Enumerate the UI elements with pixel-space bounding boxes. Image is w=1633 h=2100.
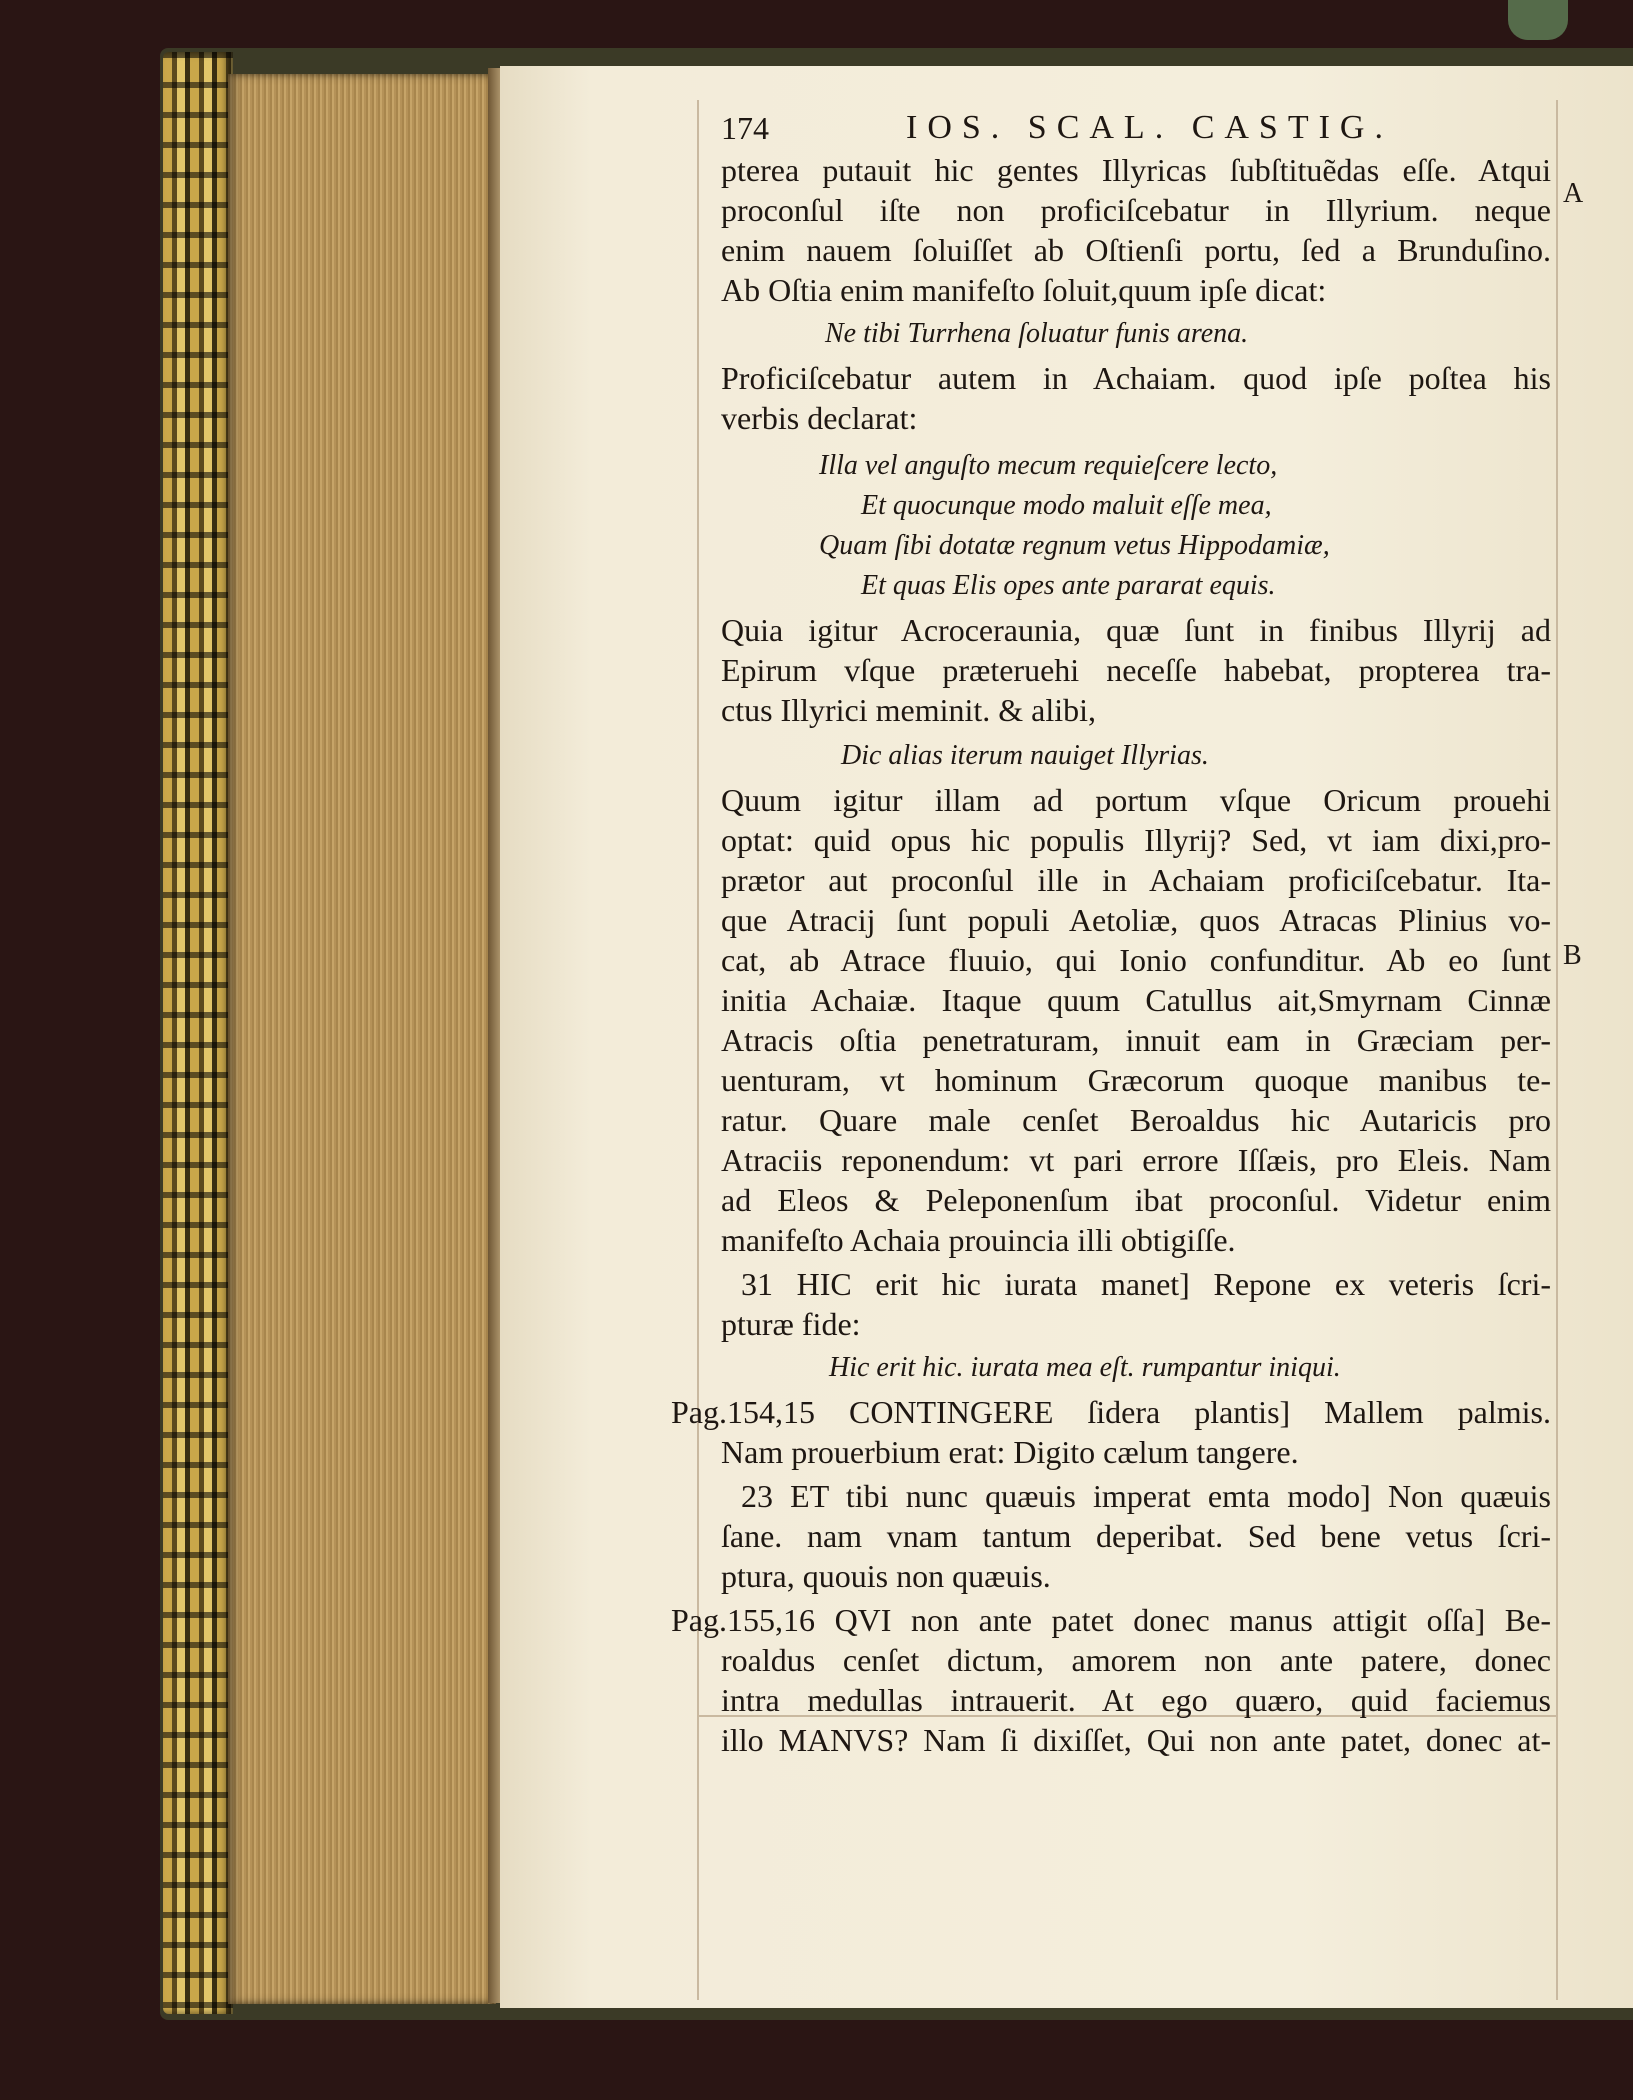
margin-letter-a: A [1563,178,1584,209]
text-line: 23 ET tibi nunc quæuis imperat emta modo] Non quæuis [741,1478,1551,1514]
running-title: IOS. SCAL. CASTIG. [906,109,1393,146]
text-line: Ab Oſtia enim manifeſto ſoluit,quum ipſe dicat: [721,272,1327,308]
verse-line: Ne tibi Turrhena ſoluatur funis arena. [825,318,1249,349]
verse-line: Et quas Elis opes ante pararat equis. [861,570,1276,601]
page-number: 174 [721,110,769,146]
text-line: uenturam, vt hominum Græcorum quoque manibus te- [721,1062,1551,1098]
gilt-page-edge-decoration [163,52,233,2014]
text-line: enim nauem ſoluiſſet ab Oſtienſi portu, ſed a Brunduſino. [721,232,1551,268]
text-line: Quum igitur illam ad portum vſque Oricum prouehi [721,782,1551,818]
text-line: initia Achaiæ. Itaque quum Catullus ait,Smyrnam Cinnæ [721,982,1551,1018]
text-line: Proficiſcebatur autem in Achaiam. quod ipſe poſtea his [721,360,1551,396]
text-line: pturæ fide: [721,1306,861,1342]
text-line: que Atracij ſunt populi Aetoliæ, quos Atracas Plinius vo- [721,902,1551,938]
text-line: 31 HIC erit hic iurata manet] Repone ex veteris ſcri- [741,1266,1551,1302]
text-line: Nam prouerbium erat: Digito cælum tangere. [721,1434,1299,1470]
text-line: Epirum vſque præteruehi neceſſe habebat, propterea tra- [721,652,1551,688]
text-line: ratur. Quare male cenſet Beroaldus hic Autaricis pro [721,1102,1551,1138]
text-line: proconſul iſte non proficiſcebatur in Illyrium. neque [721,192,1551,228]
text-line: Pag.154,15 CONTINGERE ſidera plantis] Mallem palmis. [671,1394,1551,1430]
text-line: Atraciis reponendum: vt pari errore Iſſæis, pro Eleis. Nam [721,1142,1551,1178]
text-line: verbis declarat: [721,400,918,436]
text-line: optat: quid opus hic populis Illyrij? Sed, vt iam dixi,pro- [721,822,1551,858]
text-line: ptura, quouis non quæuis. [721,1558,1051,1594]
text-line: Quia igitur Acroceraunia, quæ ſunt in finibus Illyrij ad [721,612,1551,648]
verse-line: Et quocunque modo maluit eſſe mea, [861,490,1272,521]
text-line: intra medullas intrauerit. At ego quæro, quid faciemus [721,1682,1551,1718]
text-line: prætor aut proconſul ille in Achaiam proficiſcebatur. Ita- [721,862,1551,898]
verse-line: Quam ſibi dotatæ regnum vetus Hippodamiæ, [819,530,1330,561]
text-line: ad Eleos & Peleponenſum ibat proconſul. Videtur enim [721,1182,1551,1218]
ribbon-bookmark [1508,0,1568,40]
text-line: ſane. nam vnam tantum deperibat. Sed bene vetus ſcri- [721,1518,1551,1554]
text-line: pterea putauit hic gentes Illyricas ſubſtituẽdas eſſe. Atqui [721,152,1551,188]
verse-line: Dic alias iterum nauiget Illyrias. [841,740,1209,771]
text-line: Atracis oſtia penetraturam, innuit eam in Græciam per- [721,1022,1551,1058]
text-line: Pag.155,16 QVI non ante patet donec manus attigit oſſa] Be- [671,1602,1551,1638]
verse-line: Illa vel anguſto mecum requieſcere lecto, [819,450,1278,481]
page-edges [228,74,496,2004]
text-line: cat, ab Atrace fluuio, qui Ionio confunditur. Ab eo ſunt [721,942,1551,978]
verse-line: Hic erit hic. iurata mea eſt. rumpantur iniqui. [829,1352,1341,1383]
text-line: roaldus cenſet dictum, amorem non ante patere, donec [721,1642,1551,1678]
text-line: manifeſto Achaia prouincia illi obtigiſſe. [721,1222,1236,1258]
text-line: ctus Illyrici meminit. & alibi, [721,692,1097,728]
margin-letter-b: B [1563,940,1582,971]
text-line: illo MANVS? Nam ſi dixiſſet, Qui non ante patet, donec at- [721,1722,1551,1758]
